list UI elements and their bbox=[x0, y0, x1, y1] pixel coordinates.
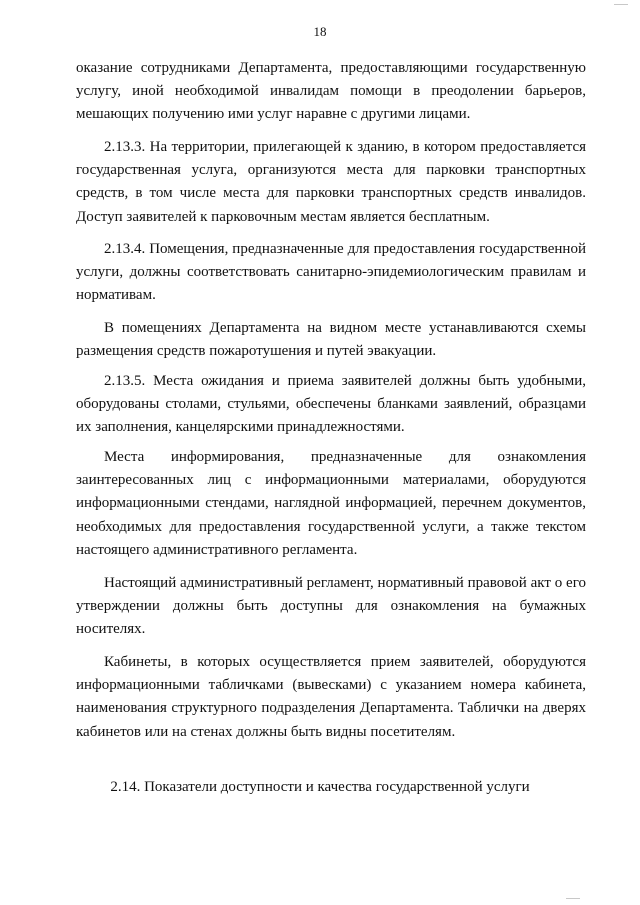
scan-mark-top bbox=[614, 4, 628, 5]
section-heading-2-14: 2.14. Показатели доступности и качества государственной услуги bbox=[110, 779, 530, 795]
scan-mark-bottom bbox=[566, 898, 580, 899]
paragraph-continuation: оказание сотрудниками Департамента, предоставляющими государственную услугу, иной необходимой инвалидам помощи в преодолении барьеров, мешающих получению ими услуг наравне с другими лицами. bbox=[76, 60, 586, 123]
page-number: 18 bbox=[313, 24, 327, 39]
paragraph-2-13-5: 2.13.5. Места ожидания и приема заявителей должны быть удобными, оборудованы столами, стульями, обеспечены бланками заявлений, образцами их заполнения, канцелярскими принадлежностями. bbox=[76, 373, 586, 436]
paragraph-2-13-3: 2.13.3. На территории, прилегающей к зданию, в котором предоставляется государственная услуга, организуются места для парковки транспортных средств, в том числе места для парковки транспортных средств инвалидов. Доступ заявителей к парковочным местам является бесплатным. bbox=[76, 139, 586, 225]
paragraph-regulation-access: Настоящий административный регламент, нормативный правовой акт о его утверждении должны быть доступны для ознакомления на бумажных носителях. bbox=[76, 575, 586, 638]
paragraph-cabinets: Кабинеты, в которых осуществляется прием заявителей, оборудуются информационными табличками (вывесками) с указанием номера кабинета, наименования структурного подразделения Департамента. Таблички на дверях кабинетов или на стенах должны быть видны посетителям. bbox=[76, 654, 586, 740]
paragraph-evacuation-schemes: В помещениях Департамента на видном месте устанавливаются схемы размещения средств пожаротушения и путей эвакуации. bbox=[76, 320, 586, 360]
paragraph-2-13-4: 2.13.4. Помещения, предназначенные для предоставления государственной услуги, должны соответствовать санитарно-эпидемиологическим правилам и нормативам. bbox=[76, 241, 586, 304]
paragraph-information-places: Места информирования, предназначенные для ознакомления заинтересованных лиц с информационными материалами, оборудуются информационными стендами, наглядной информацией, перечнем документов, необходимых для предоставления государственной услуги, а также текстом настоящего административного регламента. bbox=[76, 449, 586, 558]
